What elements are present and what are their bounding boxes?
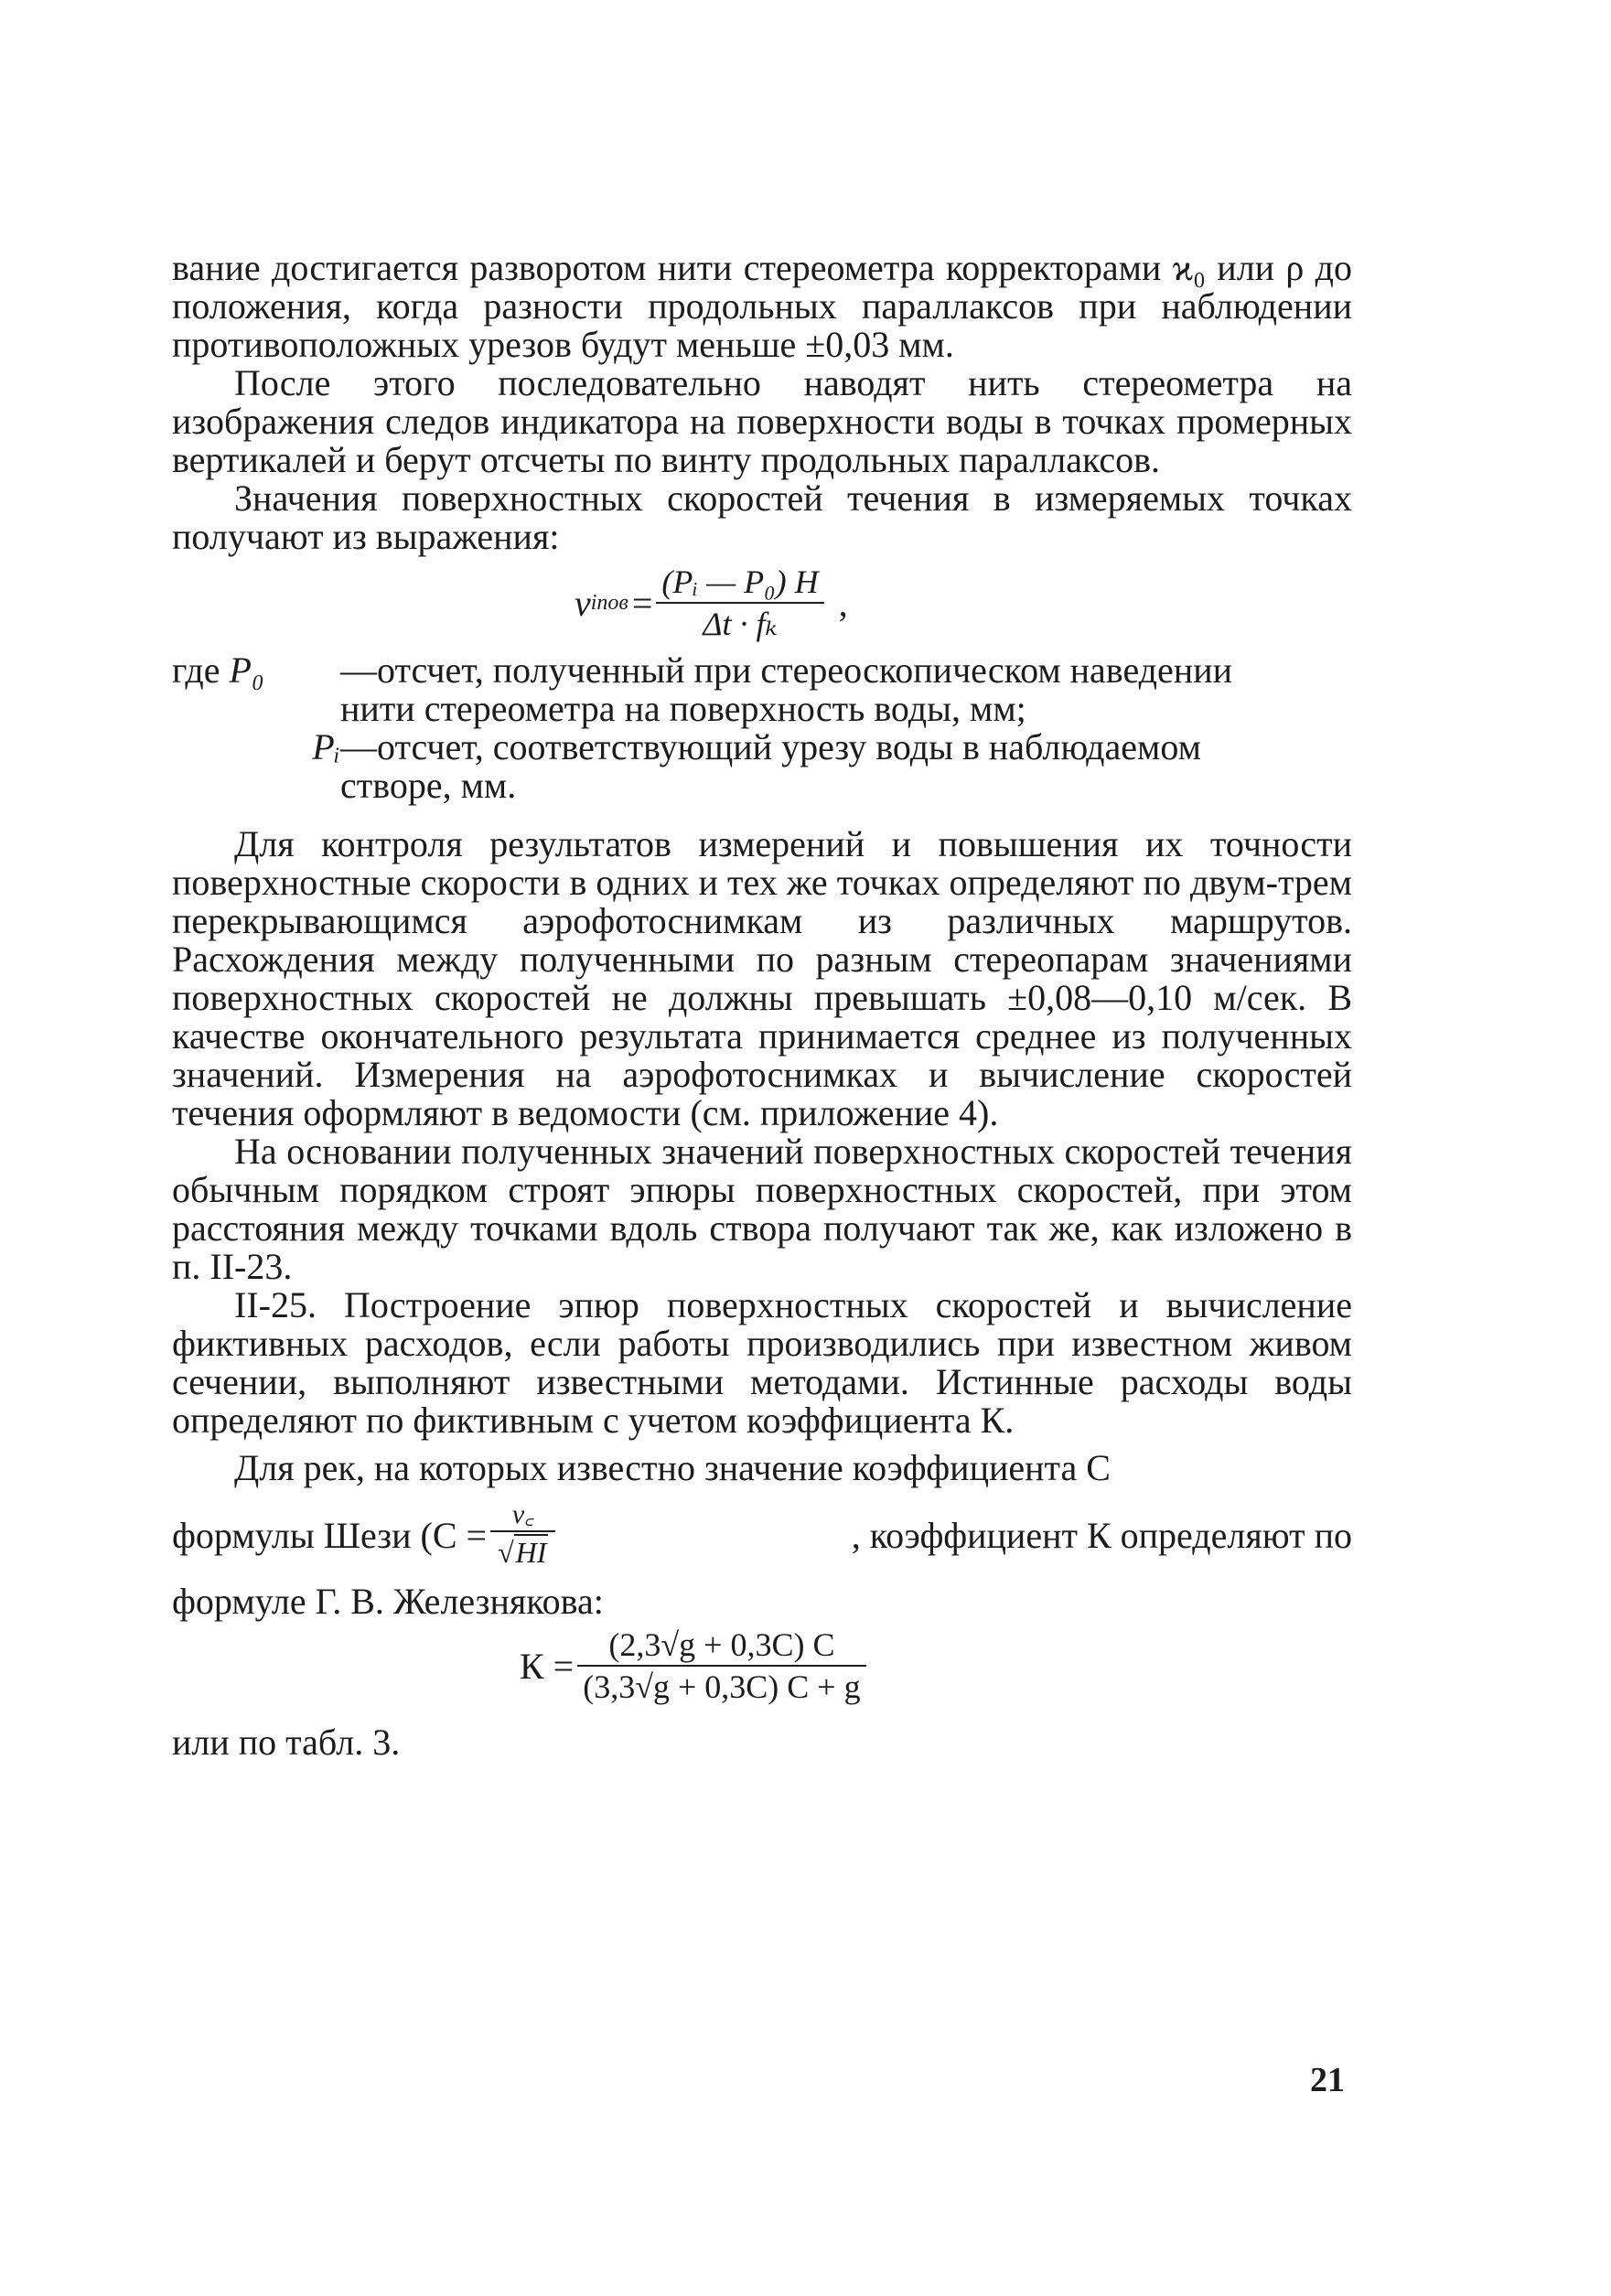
shezi-numerator: v꜀ [490,1501,555,1532]
formula-1-fraction [656,563,823,642]
paragraph-5: На основании полученных значений поверхностных скоростей течения обычным порядком строят эпюры поверхностных скоростей, при этом расстояния между точками вдоль створа получают так же, как изложено в п. II-23. [172,1131,1352,1287]
definition-lead-word: где [172,649,220,691]
shezi-fraction [490,1501,555,1569]
formula-zheleznyakov [172,1621,1352,1723]
formula-2-lhs: К = [520,1645,575,1687]
formula-1-tail: , [838,582,848,624]
definition-p0-symbol: P₀ [229,649,264,691]
paragraph-7: Для рек, на которых известно значение коэффициента С [234,1447,1111,1488]
shezi-root-sign: √ [498,1536,514,1569]
shezi-text-start: формулы Шези (С = [172,1514,488,1556]
shezi-denominator [490,1532,555,1569]
definition-pi-text: —отсчет, соответствующий урезу воды в наблюдаемом [340,726,1201,767]
paragraph-4: Для контроля результатов измерений и повышения их точности поверхностные скорости в одних и тех же точках определяют по двум-трем перекрывающимся аэрофотоснимкам из различных маршрутов. Расхождения между полученными по разным стереопарам значениями поверхностных скоростей не должны превышать ±0,08—0,10 м/сек. В качестве окончательного результата принимается среднее из полученных значений. Измерения на аэрофотоснимках и вычисление скоростей течения оформляют в ведомости (см. приложение 4). [172,823,1352,1133]
shezi-text-end: , коэффициент К определяют по [851,1514,1352,1556]
definition-pi [172,728,1352,767]
formula-2-numerator: (2,3√g + 0,3C) C [577,1626,865,1667]
paragraph-3: Значения поверхностных скоростей течения в измеряемых точках получают из выражения: [172,477,1352,557]
formula-1-lhs-sub: iпов [590,590,628,615]
definition-p0-continuation: нити стереометра на поверхность воды, мм; [340,688,1026,729]
paragraph-2: После этого последовательно наводят нить стереометра на изображения следов индикатора на поверхности воды в точках промерных вертикалей и берут отсчеты по винту продольных параллаксов. [172,362,1352,480]
formula-1-numerator: (Pᵢ — P₀) H [656,563,823,604]
paragraph-1: вание достигается разворотом нити стереометра корректорами ϰ₀ или ρ до положения, когда разности продольных параллаксов при наблюдении противоположных урезов будут меньше ±0,03 мм. [172,247,1352,365]
definition-lead [172,651,340,690]
definition-p0 [172,651,1352,690]
definition-pi-symbol: Pᵢ [312,726,340,767]
formula-2-fraction [577,1626,865,1705]
definition-p0-text: —отсчет, полученный при стереоскопическом наведении [340,649,1232,691]
formula-1-eq: = [631,582,653,624]
definition-pi-lead [172,728,340,767]
paragraph-10: или по табл. 3. [172,1722,401,1763]
definition-pi-continuation: створе, мм. [340,765,517,806]
shezi-formula-line [172,1487,1352,1583]
paragraph-9: формуле Г. В. Железнякова: [172,1581,604,1622]
definitions-block [172,651,1352,805]
page-body [172,249,1352,1762]
shezi-root-body: HI [515,1536,547,1569]
paragraph-6: II-25. Построение эпюр поверхностных скоростей и вычисление фиктивных расходов, если работы производились при известном живом сечении, выполняют известными методами. Истинные расходы воды определяют по фиктивным с учетом коэффициента К. [172,1284,1352,1441]
formula-1-lhs: v [575,582,591,624]
formula-1-denominator: Δt · fₖ [703,606,778,642]
formula-surface-velocity [172,556,1352,651]
page-number: 21 [1310,2061,1345,2099]
formula-2-denominator: (3,3√g + 0,3C) C + g [583,1668,861,1705]
